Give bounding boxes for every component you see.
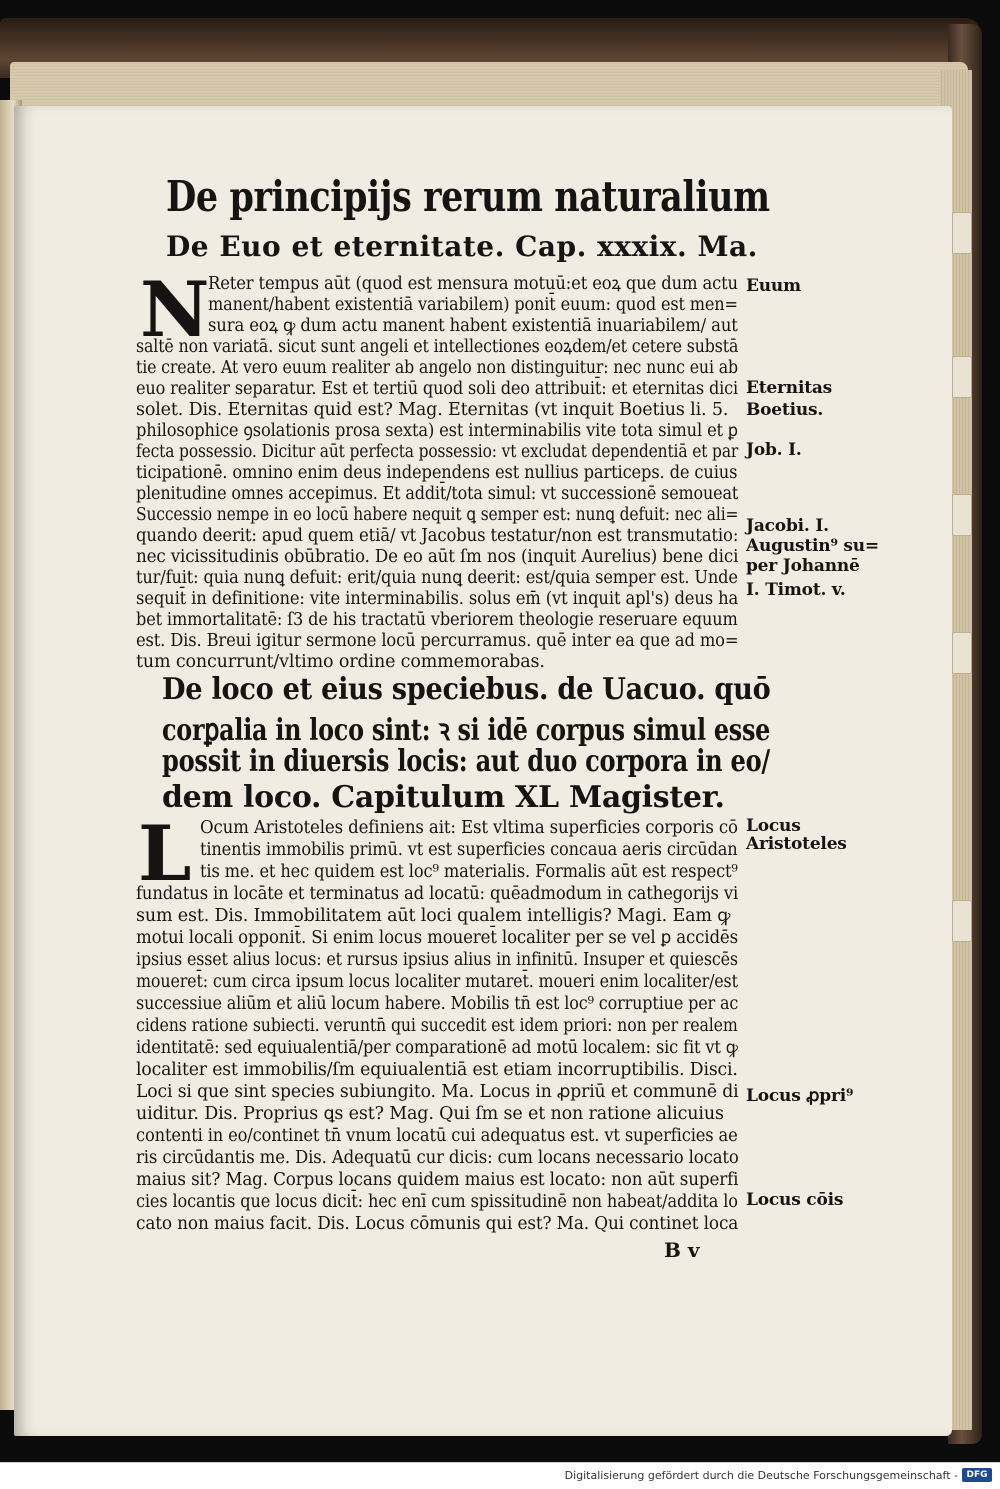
body-line: nec vicissitudinis obūbratio. De eo aūt ſm nos (inquit Aurelius) bene dici xyxy=(136,547,739,567)
section-heading-line: corꝑalia in loco sint: ꝛ si idē corpus simul esse xyxy=(162,713,771,748)
body-line: Loci si que sint species subiungito. Ma. Locus in ꝓpriū et communē di xyxy=(136,1082,739,1102)
body-line: cato non maius facit. Dis. Locus cōmunis qui est? Ma. Qui continet loca xyxy=(136,1214,739,1234)
body-line: cies locantis que locus dicit̄: hec enī cum spissitudinē non habeat/addita lo xyxy=(136,1192,738,1212)
footer-bar xyxy=(0,1462,1000,1489)
body-line: manent/habent existentiā variabilem) ponit̄ euum: quod est men= xyxy=(208,295,738,315)
margin-note: Eternitas xyxy=(746,378,833,398)
margin-note: Euum xyxy=(746,276,801,296)
body-line: contenti in eo/continet tn̄ vnum locatū cui adequatus est. vt superficies ae xyxy=(136,1126,738,1146)
body-line: euo realiter separatur. Est et tertiū quod soli deo attribuit̄: et eternitas dici xyxy=(136,379,739,399)
body-line: bet immortalitatē: ſ3 de his tractatū vberiorem theologie reseruare equum xyxy=(136,610,738,630)
body-line: ris circūdantis me. Dis. Adequatū cur dicis: cum locans necessario locato xyxy=(136,1148,739,1168)
body-line: uiditur. Dis. Proprius ꝗs est? Mag. Qui ſm se et non ratione alicuius xyxy=(136,1104,724,1124)
body-line: ticipationē. omnino enim deus independens est nullius particeps. de cuius xyxy=(136,463,738,483)
margin-note: Locus xyxy=(746,816,801,836)
body-line: Successio nempe in eo locū habere nequit ꝗ semper est: nunꝗ defuit: nec ali= xyxy=(136,505,739,525)
section-heading-line: De loco et eius speciebus. de Uacuo. quō xyxy=(162,672,771,707)
page-tab xyxy=(952,494,972,536)
drop-cap-initial: L xyxy=(138,809,192,898)
body-line: solet. Dis. Eternitas quid est? Mag. Eternitas (vt inquit Boetius li. 5. xyxy=(136,400,729,420)
body-line: plenitudine omnes accepimus. Et addit̄/tota simul: vt successionē semoueat xyxy=(136,484,739,504)
body-line: saltē non variatā. sicut sunt angeli et intellectiones eoꝝdem/et cetere substā xyxy=(136,337,739,357)
page-edges-top xyxy=(10,62,968,112)
body-line: sum est. Dis. Immobilitatem aūt loci qualem intelligis? Magi. Eam ꝙ xyxy=(136,906,731,926)
margin-note: Augustin⁹ su= xyxy=(746,536,879,556)
body-line: sequit̄ in definitione: vite interminabilis. solus em̄ (vt inquit apl's) deus ha xyxy=(136,589,739,609)
margin-note: Aristoteles xyxy=(746,834,847,854)
body-line: fecta possessio. Dicitur aūt perfecta possessio: vt excludat dependentiā et par xyxy=(136,442,739,462)
body-line: Ocum Aristoteles definiens ait: Est vltima superficies corporis cō xyxy=(200,818,738,838)
page-tab xyxy=(952,632,972,674)
page-tab xyxy=(952,212,972,254)
body-line: philosophice ꝯsolationis prosa sexta) est interminabilis vite tota simul et ꝑ xyxy=(136,421,738,441)
margin-note: Locus ꝓpri⁹ xyxy=(746,1086,854,1106)
body-line: tis me. et hec quidem est loc⁹ materialis. Formalis aūt est respect⁹ xyxy=(200,862,738,882)
body-line: motui locali opponit̄. Si enim locus moueret̄ localiter per se vel ꝑ accidēs xyxy=(136,928,738,948)
body-line: cidens ratione subiecti. veruntn̄ qui succedit est idem priori: non per realem xyxy=(136,1016,738,1036)
margin-note: I. Timot. v. xyxy=(746,580,846,600)
body-line: tinentis immobilis primū. vt est superficies concaua aeris circūdan xyxy=(200,840,738,860)
section-heading-line: possit in diuersis locis: aut duo corpora in eo/ xyxy=(162,744,770,779)
body-line: tie create. At vero euum realiter ab angelo non distinguitur: nec nunc eui ab xyxy=(136,358,738,378)
drop-cap-initial: N xyxy=(140,265,210,354)
body-line: maius sit? Mag. Corpus locans quidem maius est locato: non aūt superfi xyxy=(136,1170,739,1190)
body-line: identitatē: sed equiualentiā/per comparationē ad motū localem: sic fit vt ꝙ xyxy=(136,1038,738,1058)
body-line: moueret̄: cum circa ipsum locus localiter mutaret̄. moueri enim localiter/est xyxy=(136,972,738,992)
page-title: De principijs rerum naturalium xyxy=(166,172,770,221)
signature-mark: B v xyxy=(664,1238,700,1262)
page-tab xyxy=(952,900,972,942)
body-line: ipsius esset alius locus: et rursus ipsius alius in infinitū. Insuper et quiescēs xyxy=(136,950,738,970)
section-heading-line: dem loco. Capitulum XL Magister. xyxy=(162,780,725,815)
margin-note: Job. I. xyxy=(746,440,802,460)
margin-note: Locus cōis xyxy=(746,1190,844,1210)
body-line: tur/fuit: quia nunꝗ defuit: erit/quia nunꝗ deerit: est/quia semper est. Unde xyxy=(136,568,738,588)
body-line: successiue aliūm et aliū locum habere. Mobilis tn̄ est loc⁹ corruptiue per ac xyxy=(136,994,739,1014)
dfg-logo-icon: DFG xyxy=(962,1468,992,1482)
margin-note: Jacobi. I. xyxy=(746,516,829,536)
page-tab xyxy=(952,356,972,398)
margin-note: Boetius. xyxy=(746,400,824,420)
body-line: est. Dis. Breui igitur sermone locū percurramus. quē inter ea que ad mo= xyxy=(136,631,739,651)
margin-note: per Johannē xyxy=(746,556,860,576)
body-line: quando deerit: apud quem etiā/ vt Jacobus testatur/non est transmutatio: xyxy=(136,526,739,546)
body-line: fundatus in locāte et terminatus ad locatū: quēadmodum in cathegorijs vi xyxy=(136,884,739,904)
body-line: localiter est immobilis/ſm equiualentiā est etiam incorruptibilis. Disci. xyxy=(136,1060,738,1080)
chapter-heading: De Euo et eternitate. Cap. xxxix. Ma. xyxy=(166,230,758,263)
body-line: sura eoꝝ ꝙ dum actu manent habent existentiā inuariabilem/ aut xyxy=(208,316,738,336)
funding-notice: Digitalisierung gefördert durch die Deutsche Forschungsgemeinschaft - xyxy=(564,1469,958,1482)
body-line: tum concurrunt/vltimo ordine commemorabas. xyxy=(136,652,545,672)
body-line: Reter tempus aūt (quod est mensura motuū:et eoꝝ que dum actu xyxy=(208,274,738,294)
